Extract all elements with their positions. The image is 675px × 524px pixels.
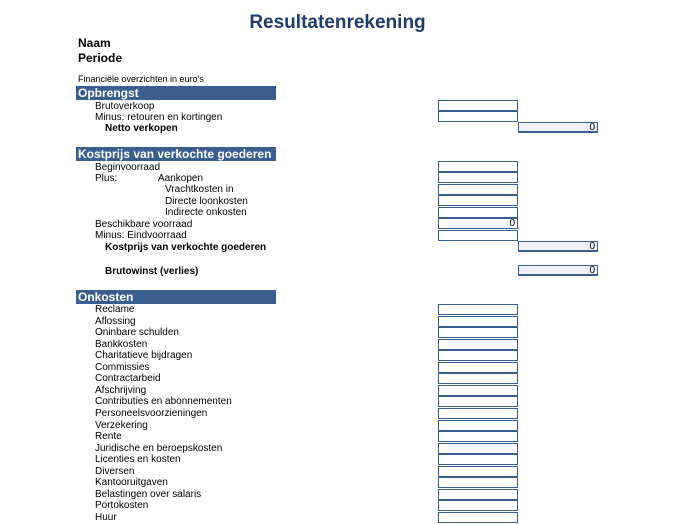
input-returns[interactable]: [438, 111, 518, 122]
expense-input[interactable]: [438, 443, 518, 454]
expense-input[interactable]: [438, 466, 518, 477]
expense-input[interactable]: [438, 500, 518, 511]
expense-label: Kantooruitgaven: [95, 477, 168, 488]
expense-label: Contractarbeid: [95, 373, 161, 384]
expense-label: Contributies en abonnementen: [95, 396, 232, 407]
expense-label: Charitatieve bijdragen: [95, 350, 193, 361]
expense-label: Licenties en kosten: [95, 454, 181, 465]
expense-input[interactable]: [438, 304, 518, 315]
value-gross-profit: 0: [518, 265, 598, 276]
expense-input[interactable]: [438, 385, 518, 396]
expense-input[interactable]: [438, 431, 518, 442]
expense-label: Bankkosten: [95, 339, 148, 350]
label-begin-inventory: Beginvoorraad: [95, 162, 161, 173]
expense-input[interactable]: [438, 327, 518, 338]
expense-label: Personeelsvoorzieningen: [95, 408, 208, 419]
label-freight: Vrachtkosten in: [165, 184, 234, 195]
expense-input[interactable]: [438, 408, 518, 419]
label-indirect: Indirecte onkosten: [165, 207, 247, 218]
expense-label: Verzekering: [95, 420, 148, 431]
input-end-inventory[interactable]: [438, 230, 518, 241]
section-header-cogs: Kostprijs van verkochte goederen: [76, 147, 276, 161]
expense-input[interactable]: [438, 362, 518, 373]
expense-label: Juridische en beroepskosten: [95, 443, 223, 454]
name-label: Naam: [78, 36, 111, 50]
label-net-sales: Netto verkopen: [105, 123, 178, 134]
period-label: Periode: [78, 51, 123, 65]
document-title: Resultatenrekening: [249, 12, 426, 33]
input-purchases[interactable]: [438, 172, 518, 183]
label-plus: Plus:: [95, 173, 118, 184]
value-cogs-total: 0: [518, 241, 598, 252]
expense-label: Commissies: [95, 362, 150, 373]
expense-label: Oninbare schulden: [95, 327, 179, 338]
input-indirect[interactable]: [438, 207, 518, 218]
expense-label: Diversen: [95, 466, 135, 477]
expense-label: Afschrijving: [95, 385, 147, 396]
label-available: Beschikbare voorraad: [95, 219, 193, 230]
input-begin-inventory[interactable]: [438, 161, 518, 172]
label-purchases: Aankopen: [158, 173, 204, 184]
expense-input[interactable]: [438, 420, 518, 431]
section-header-expenses: Onkosten: [76, 290, 276, 304]
label-end-inventory: Minus: Eindvoorraad: [95, 230, 187, 241]
input-gross-sales[interactable]: [438, 100, 518, 111]
expense-label: Belastingen over salaris: [95, 489, 202, 500]
expense-label: Reclame: [95, 304, 135, 315]
expense-input[interactable]: [438, 350, 518, 361]
expense-input[interactable]: [438, 316, 518, 327]
expense-input[interactable]: [438, 373, 518, 384]
currency-note: Financiële overzichten in euro’s: [78, 74, 204, 84]
label-gross-profit: Brutowinst (verlies): [105, 266, 199, 277]
label-gross-sales: Brutoverkoop: [95, 101, 155, 112]
expense-input[interactable]: [438, 489, 518, 500]
input-freight[interactable]: [438, 184, 518, 195]
value-available: 0: [438, 218, 518, 229]
expense-label: Rente: [95, 431, 122, 442]
expense-input[interactable]: [438, 477, 518, 488]
value-net-sales: 0: [518, 122, 598, 133]
input-direct-labor[interactable]: [438, 195, 518, 206]
label-direct-labor: Directe loonkosten: [165, 196, 248, 207]
expense-label: Aflossing: [95, 316, 136, 327]
expense-input[interactable]: [438, 396, 518, 407]
expense-label: Portokosten: [95, 500, 149, 511]
expense-input[interactable]: [438, 512, 518, 523]
expense-label: Huur: [95, 512, 117, 523]
expense-input[interactable]: [438, 339, 518, 350]
expense-input[interactable]: [438, 454, 518, 465]
label-returns: Minus: retouren en kortingen: [95, 112, 223, 123]
label-cogs-total: Kostprijs van verkochte goederen: [105, 242, 267, 253]
section-header-revenue: Opbrengst: [76, 86, 276, 100]
